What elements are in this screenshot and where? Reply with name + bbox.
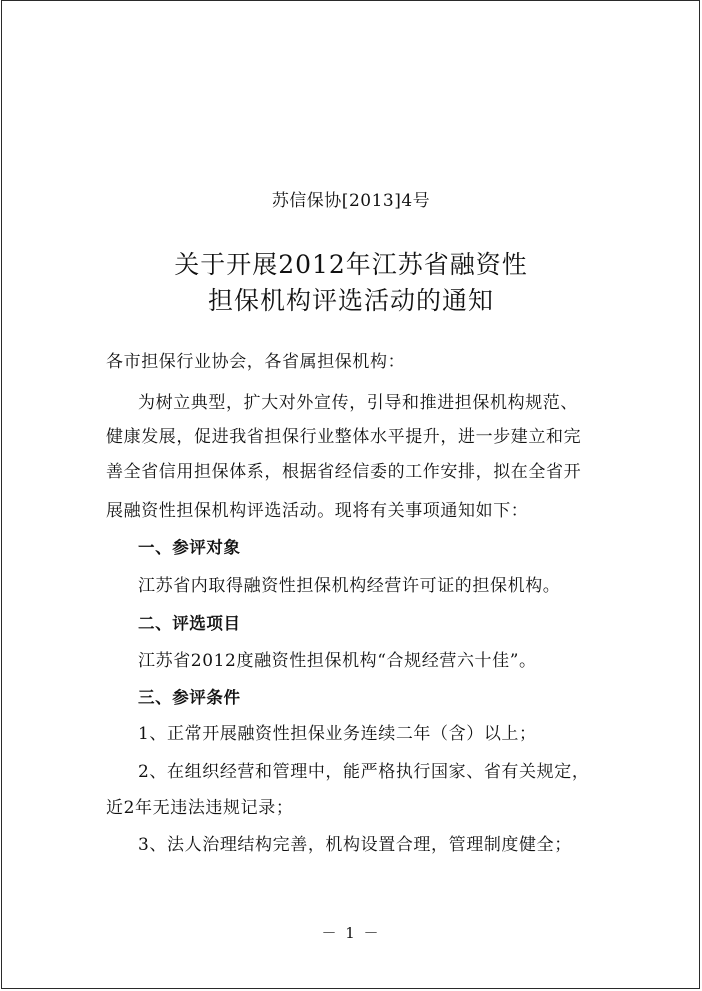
intro-line: 为树立典型，扩大对外宣传，引导和推进担保机构规范、 (138, 393, 578, 413)
intro-line: 健康发展，促进我省担保行业整体水平提升，进一步建立和完 (106, 427, 582, 447)
section-heading-3: 三、参评条件 (138, 688, 241, 707)
section-heading-2: 二、评选项目 (138, 614, 241, 633)
condition-item-continued: 近2年无违法违规记录； (106, 798, 294, 818)
condition-item: 1、正常开展融资性担保业务连续二年（含）以上； (138, 724, 537, 744)
section-heading-1: 一、参评对象 (138, 538, 241, 557)
condition-item: 3、法人治理结构完善，机构设置合理，管理制度健全； (138, 835, 572, 855)
document-title-line-2: 担保机构评选活动的通知 (207, 286, 494, 315)
condition-item: 2、在组织经营和管理中，能严格执行国家、省有关规定， (138, 762, 590, 782)
document-number: 苏信保协[2013]4号 (271, 191, 431, 211)
section-text-1: 江苏省内取得融资性担保机构经营许可证的担保机构。 (138, 576, 561, 596)
page-number: － 1 － (321, 924, 381, 942)
addressee: 各市担保行业协会，各省属担保机构： (106, 352, 406, 372)
section-text-2: 江苏省2012度融资性担保机构“合规经营六十佳”。 (138, 651, 537, 671)
document-title-line-1: 关于开展2012年江苏省融资性 (174, 250, 528, 279)
intro-line: 善全省信用担保体系，根据省经信委的工作安排，拟在全省开 (106, 462, 582, 482)
intro-line: 展融资性担保机构评选活动。现将有关事项通知如下： (106, 501, 529, 521)
